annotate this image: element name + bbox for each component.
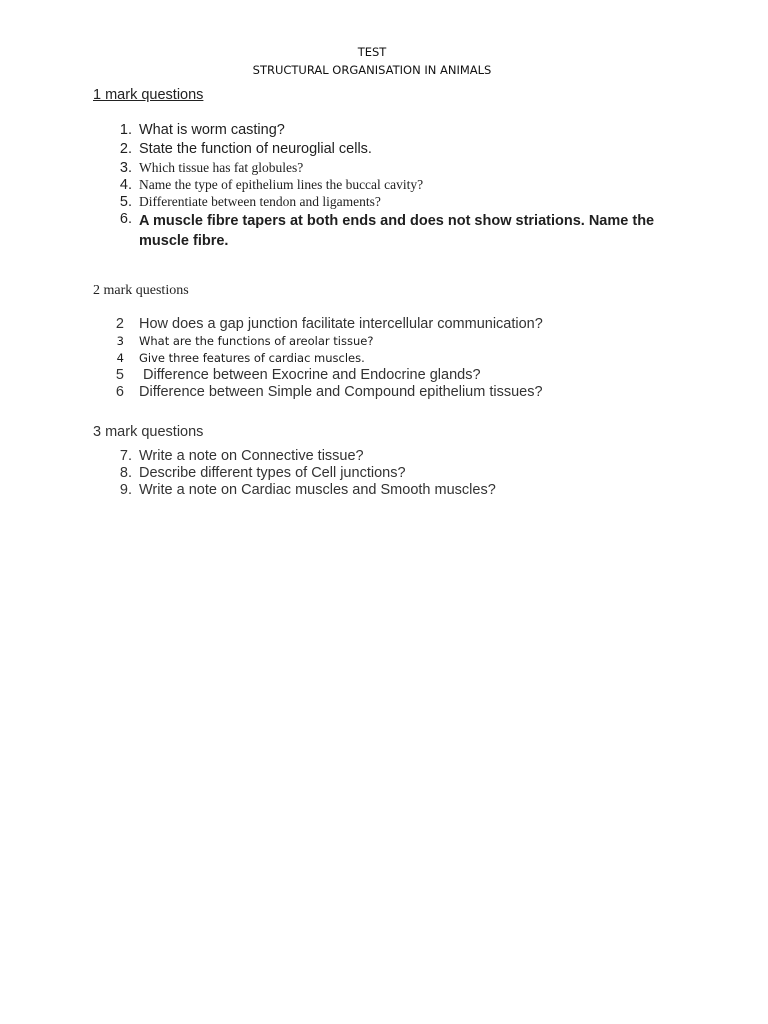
question-number: 8. [119, 465, 132, 481]
question-number: 2. [119, 141, 132, 157]
document-subtitle: STRUCTURAL ORGANISATION IN ANIMALS [252, 63, 492, 77]
question-number: 5 [115, 367, 124, 383]
question-text: How does a gap junction facilitate intercellular communication? [139, 316, 543, 332]
question-number: 4 [116, 351, 124, 365]
question-number: 3 [116, 334, 124, 348]
question-text: State the function of neuroglial cells. [139, 141, 372, 157]
question-number: 1. [119, 122, 132, 138]
question-text: Describe different types of Cell junctions? [139, 465, 406, 481]
question-text: A muscle fibre tapers at both ends and does not show striations. Name the muscle fibre. [139, 213, 655, 249]
question-text: Difference between Exocrine and Endocrine glands? [139, 367, 481, 383]
question-text: Give three features of cardiac muscles. [139, 351, 365, 365]
question-text: Name the type of epithelium lines the buccal cavity? [139, 177, 424, 192]
question-number: 6 [115, 384, 124, 400]
question-text: Difference between Simple and Compound epithelium tissues? [139, 384, 543, 400]
question-text: What is worm casting? [139, 122, 285, 138]
question-number: 7. [119, 448, 132, 464]
question-text: What are the functions of areolar tissue? [139, 334, 374, 348]
section-heading-3-mark: 3 mark questions [93, 424, 204, 440]
question-number: 5. [119, 194, 132, 210]
question-number: 4. [119, 177, 132, 193]
section-heading-2-mark: 2 mark questions [93, 283, 189, 298]
question-text: Write a note on Connective tissue? [139, 448, 364, 464]
document-title: TEST [357, 45, 387, 59]
section-heading-1-mark: 1 mark questions [93, 87, 204, 103]
question-number: 6. [119, 211, 132, 227]
question-text: Write a note on Cardiac muscles and Smooth muscles? [139, 482, 496, 498]
question-text: Which tissue has fat globules? [139, 160, 304, 175]
question-number: 2 [115, 316, 124, 332]
question-text: Differentiate between tendon and ligaments? [139, 194, 381, 209]
question-number: 3. [119, 160, 132, 176]
question-number: 9. [119, 482, 132, 498]
